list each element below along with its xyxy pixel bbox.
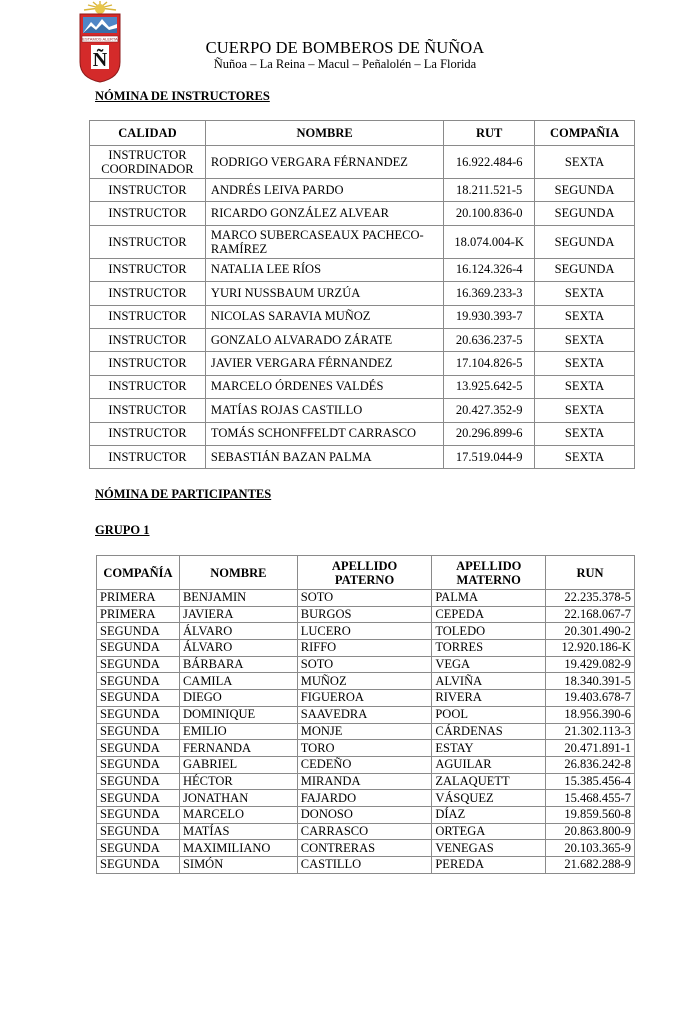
table-cell: SEGUNDA <box>97 790 180 807</box>
table-cell: CONTRERAS <box>297 840 432 857</box>
table-cell: 16.369.233-3 <box>444 282 535 305</box>
table-cell: CEPEDA <box>432 606 546 623</box>
table-cell: SEGUNDA <box>97 656 180 673</box>
table-cell: MONJE <box>297 723 432 740</box>
table-cell: 18.340.391-5 <box>546 673 635 690</box>
table-row <box>90 225 635 258</box>
table-cell: ALVIÑA <box>432 673 546 690</box>
table-row <box>97 706 635 723</box>
table-cell: GONZALO ALVARADO ZÁRATE <box>205 328 443 351</box>
table-cell: SEGUNDA <box>535 258 635 281</box>
table-cell: BENJAMIN <box>179 590 297 607</box>
table-cell: INSTRUCTOR <box>90 202 206 225</box>
table-cell: 22.168.067-7 <box>546 606 635 623</box>
table-row <box>90 202 635 225</box>
organization-title: CUERPO DE BOMBEROS DE ÑUÑOA <box>205 38 485 57</box>
table-cell: INSTRUCTOR <box>90 258 206 281</box>
table-cell: TORRES <box>432 640 546 657</box>
table-cell: 17.104.826-5 <box>444 352 535 375</box>
table-cell: CAMILA <box>179 673 297 690</box>
table-cell: SEGUNDA <box>97 673 180 690</box>
group-heading: GRUPO 1 <box>95 523 150 537</box>
table-cell: INSTRUCTOR <box>90 305 206 328</box>
table-cell: 20.100.836-0 <box>444 202 535 225</box>
table-row <box>97 756 635 773</box>
table-cell: INSTRUCTOR <box>90 375 206 398</box>
table-cell: SEGUNDA <box>97 857 180 874</box>
table-cell: DIEGO <box>179 690 297 707</box>
table-cell: PALMA <box>432 590 546 607</box>
table-cell: JONATHAN <box>179 790 297 807</box>
table-cell: SEGUNDA <box>97 773 180 790</box>
table-cell: YURI NUSSBAUM URZÚA <box>205 282 443 305</box>
participants-table <box>96 555 635 874</box>
participants-heading: NÓMINA DE PARTICIPANTES <box>95 487 272 501</box>
table-cell: 15.385.456-4 <box>546 773 635 790</box>
table-cell: DÍAZ <box>432 806 546 823</box>
table-cell: SEXTA <box>535 282 635 305</box>
table-cell: SEXTA <box>535 375 635 398</box>
table-cell: VÁSQUEZ <box>432 790 546 807</box>
table-cell: PRIMERA <box>97 590 180 607</box>
table-cell: INSTRUCTOR <box>90 328 206 351</box>
table-cell: SEGUNDA <box>97 740 180 757</box>
table-cell: INSTRUCTOR COORDINADOR <box>90 146 206 179</box>
table-cell: SIMÓN <box>179 857 297 874</box>
table-cell: NICOLAS SARAVIA MUÑOZ <box>205 305 443 328</box>
table-cell: MARCO SUBERCASEAUX PACHECO-RAMÍREZ <box>205 225 443 258</box>
table-row <box>90 282 635 305</box>
table-cell: 18.074.004-K <box>444 225 535 258</box>
crest-motto: ESTAMOS ALERTA <box>82 36 118 42</box>
table-cell: 19.930.393-7 <box>444 305 535 328</box>
table-cell: SEGUNDA <box>97 640 180 657</box>
instructors-heading: NÓMINA DE INSTRUCTORES <box>95 89 270 103</box>
table-cell: ÁLVARO <box>179 623 297 640</box>
table-row <box>90 146 635 179</box>
table-cell: ZALAQUETT <box>432 773 546 790</box>
table-cell: JAVIER VERGARA FÉRNANDEZ <box>205 352 443 375</box>
table-cell: INSTRUCTOR <box>90 445 206 468</box>
table-cell: SEXTA <box>535 445 635 468</box>
table-row <box>97 606 635 623</box>
fire-department-crest-icon <box>76 0 124 84</box>
table-row <box>97 673 635 690</box>
table-cell: 21.682.288-9 <box>546 857 635 874</box>
table-cell: DONOSO <box>297 806 432 823</box>
table-cell: 20.863.800-9 <box>546 823 635 840</box>
table-cell: TOLEDO <box>432 623 546 640</box>
table-cell: MARCELO ÓRDENES VALDÉS <box>205 375 443 398</box>
table-cell: INSTRUCTOR <box>90 399 206 422</box>
table-row <box>90 258 635 281</box>
table-cell: SOTO <box>297 656 432 673</box>
table-cell: ORTEGA <box>432 823 546 840</box>
table-cell: 21.302.113-3 <box>546 723 635 740</box>
table-cell: 19.859.560-8 <box>546 806 635 823</box>
table-row <box>90 352 635 375</box>
table-cell: VENEGAS <box>432 840 546 857</box>
table-cell: SEBASTIÁN BAZAN PALMA <box>205 445 443 468</box>
instructors-table <box>89 120 635 469</box>
table-row <box>90 399 635 422</box>
table-cell: TORO <box>297 740 432 757</box>
column-header: COMPAÑÍA <box>97 556 180 590</box>
table-cell: MARCELO <box>179 806 297 823</box>
table-cell: MAXIMILIANO <box>179 840 297 857</box>
table-cell: PRIMERA <box>97 606 180 623</box>
table-cell: MUÑOZ <box>297 673 432 690</box>
table-cell: 20.427.352-9 <box>444 399 535 422</box>
table-cell: SEGUNDA <box>97 706 180 723</box>
table-cell: CASTILLO <box>297 857 432 874</box>
table-cell: RODRIGO VERGARA FÉRNANDEZ <box>205 146 443 179</box>
table-cell: INSTRUCTOR <box>90 352 206 375</box>
table-cell: SEGUNDA <box>97 823 180 840</box>
table-cell: 18.211.521-5 <box>444 179 535 202</box>
table-cell: SEGUNDA <box>535 225 635 258</box>
instructors-header-row <box>90 121 635 146</box>
table-cell: FIGUEROA <box>297 690 432 707</box>
table-cell: 20.296.899-6 <box>444 422 535 445</box>
column-header: APELLIDO MATERNO <box>432 556 546 590</box>
participants-header-row <box>97 556 635 590</box>
table-row <box>97 656 635 673</box>
table-cell: SEXTA <box>535 305 635 328</box>
table-cell: INSTRUCTOR <box>90 282 206 305</box>
organization-communes: Ñuñoa – La Reina – Macul – Peñalolén – La Florida <box>213 57 477 71</box>
column-header: COMPAÑIA <box>535 121 635 146</box>
table-cell: SEGUNDA <box>97 840 180 857</box>
table-cell: JAVIERA <box>179 606 297 623</box>
table-cell: INSTRUCTOR <box>90 179 206 202</box>
table-cell: LUCERO <box>297 623 432 640</box>
column-header: RUT <box>444 121 535 146</box>
table-cell: 18.956.390-6 <box>546 706 635 723</box>
table-row <box>97 590 635 607</box>
table-cell: SEXTA <box>535 422 635 445</box>
table-cell: AGUILAR <box>432 756 546 773</box>
table-cell: INSTRUCTOR <box>90 422 206 445</box>
table-cell: BURGOS <box>297 606 432 623</box>
table-cell: MATÍAS ROJAS CASTILLO <box>205 399 443 422</box>
table-cell: SEGUNDA <box>535 179 635 202</box>
table-cell: DOMINIQUE <box>179 706 297 723</box>
table-row <box>97 790 635 807</box>
table-cell: SEGUNDA <box>97 756 180 773</box>
table-cell: 22.235.378-5 <box>546 590 635 607</box>
table-cell: PEREDA <box>432 857 546 874</box>
table-cell: 13.925.642-5 <box>444 375 535 398</box>
table-cell: 20.471.891-1 <box>546 740 635 757</box>
table-cell: SEXTA <box>535 399 635 422</box>
table-cell: 19.403.678-7 <box>546 690 635 707</box>
table-cell: SEGUNDA <box>535 202 635 225</box>
table-cell: HÉCTOR <box>179 773 297 790</box>
table-row <box>90 328 635 351</box>
table-cell: 26.836.242-8 <box>546 756 635 773</box>
table-row <box>97 857 635 874</box>
table-row <box>90 305 635 328</box>
column-header: NOMBRE <box>205 121 443 146</box>
column-header: NOMBRE <box>179 556 297 590</box>
table-cell: MATÍAS <box>179 823 297 840</box>
table-row <box>97 690 635 707</box>
table-row <box>90 445 635 468</box>
table-cell: INSTRUCTOR <box>90 225 206 258</box>
table-row <box>90 179 635 202</box>
table-cell: SEGUNDA <box>97 806 180 823</box>
table-cell: 20.636.237-5 <box>444 328 535 351</box>
column-header: CALIDAD <box>90 121 206 146</box>
table-cell: CARRASCO <box>297 823 432 840</box>
table-row <box>97 723 635 740</box>
table-cell: MIRANDA <box>297 773 432 790</box>
letterhead <box>150 38 540 71</box>
table-cell: 20.301.490-2 <box>546 623 635 640</box>
table-cell: GABRIEL <box>179 756 297 773</box>
table-cell: SEGUNDA <box>97 690 180 707</box>
table-cell: 16.124.326-4 <box>444 258 535 281</box>
table-row <box>97 773 635 790</box>
table-cell: ÁLVARO <box>179 640 297 657</box>
table-cell: SOTO <box>297 590 432 607</box>
table-cell: 15.468.455-7 <box>546 790 635 807</box>
table-cell: 16.922.484-6 <box>444 146 535 179</box>
table-cell: CEDEÑO <box>297 756 432 773</box>
table-cell: SEXTA <box>535 146 635 179</box>
table-cell: POOL <box>432 706 546 723</box>
table-cell: 17.519.044-9 <box>444 445 535 468</box>
table-cell: FERNANDA <box>179 740 297 757</box>
table-row <box>97 623 635 640</box>
table-row <box>97 823 635 840</box>
table-row <box>97 840 635 857</box>
table-cell: 20.103.365-9 <box>546 840 635 857</box>
table-row <box>90 422 635 445</box>
table-cell: 19.429.082-9 <box>546 656 635 673</box>
table-cell: SEGUNDA <box>97 723 180 740</box>
table-row <box>90 375 635 398</box>
table-cell: TOMÁS SCHONFFELDT CARRASCO <box>205 422 443 445</box>
table-cell: NATALIA LEE RÍOS <box>205 258 443 281</box>
table-cell: RICARDO GONZÁLEZ ALVEAR <box>205 202 443 225</box>
table-cell: SEXTA <box>535 328 635 351</box>
table-cell: SEGUNDA <box>97 623 180 640</box>
table-row <box>97 740 635 757</box>
table-cell: BÁRBARA <box>179 656 297 673</box>
table-cell: FAJARDO <box>297 790 432 807</box>
table-row <box>97 806 635 823</box>
table-cell: ANDRÉS LEIVA PARDO <box>205 179 443 202</box>
column-header: RUN <box>546 556 635 590</box>
column-header: APELLIDO PATERNO <box>297 556 432 590</box>
table-cell: RIFFO <box>297 640 432 657</box>
table-cell: SEXTA <box>535 352 635 375</box>
table-cell: CÁRDENAS <box>432 723 546 740</box>
table-row <box>97 640 635 657</box>
table-cell: SAAVEDRA <box>297 706 432 723</box>
table-cell: EMILIO <box>179 723 297 740</box>
table-cell: ESTAY <box>432 740 546 757</box>
crest-letter: Ñ <box>92 49 108 71</box>
table-cell: RIVERA <box>432 690 546 707</box>
table-cell: VEGA <box>432 656 546 673</box>
table-cell: 12.920.186-K <box>546 640 635 657</box>
